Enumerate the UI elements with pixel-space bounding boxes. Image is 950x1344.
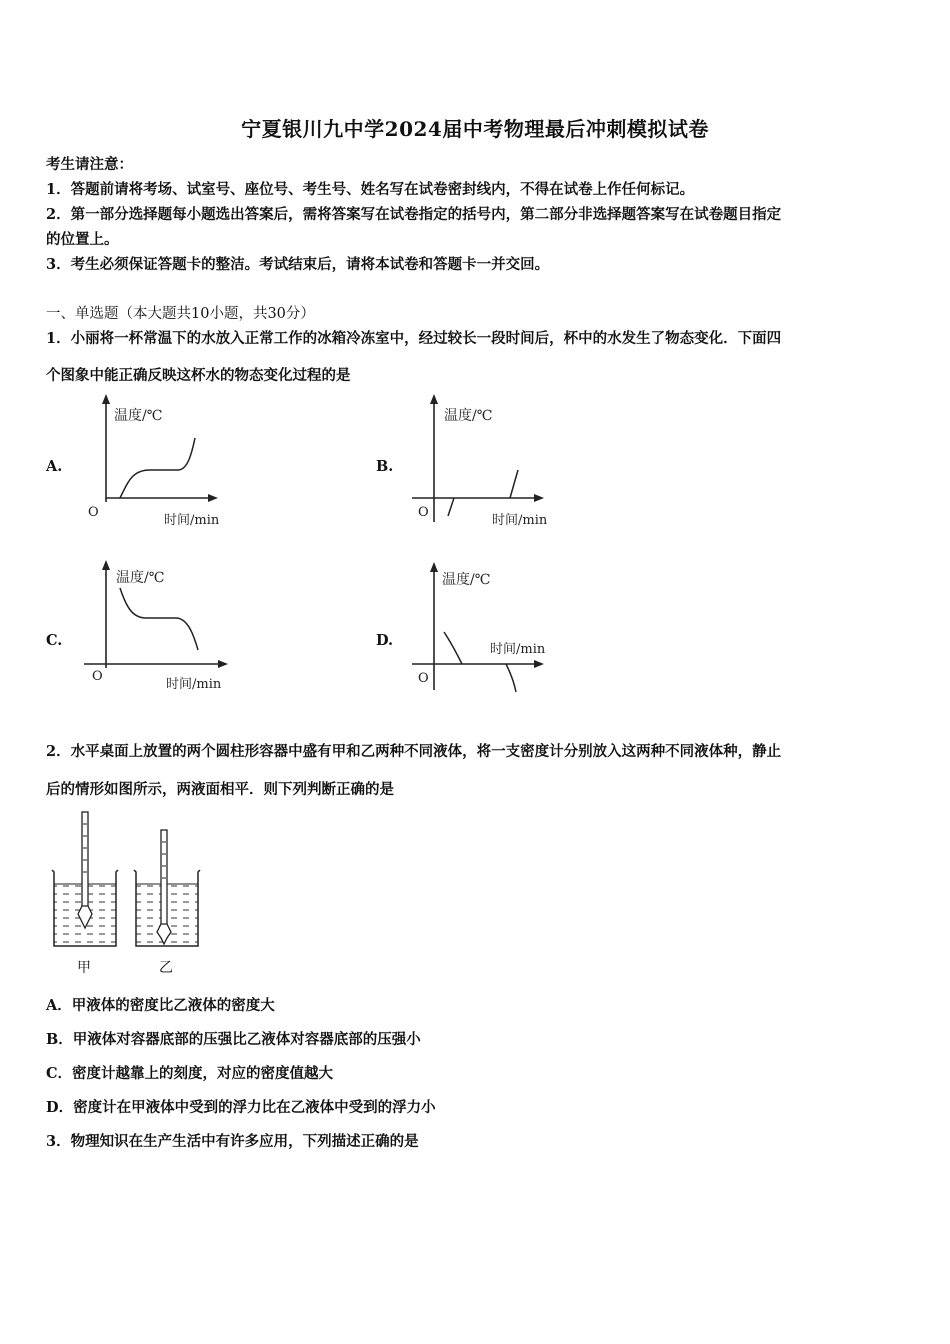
curve-left — [448, 498, 454, 516]
q2-option-a: A．甲液体的密度比乙液体的密度大 — [46, 997, 275, 1014]
y-axis-label: 温度/℃ — [442, 572, 491, 588]
section-heading: 一、单选题（本大题共10小题，共30分） — [46, 306, 315, 322]
x-axis-label: 时间/min — [164, 513, 220, 528]
origin-label: O — [418, 505, 429, 520]
origin-label: O — [88, 505, 99, 520]
x-axis-arrow — [534, 660, 544, 668]
beaker-label-jia: 甲 — [77, 960, 91, 976]
notice-item-2-cont: 的位置上。 — [46, 231, 119, 248]
y-axis-label: 温度/℃ — [444, 408, 493, 424]
q2-option-c: C．密度计越靠上的刻度，对应的密度值越大 — [46, 1065, 334, 1082]
q1-option-d-label: D. — [376, 632, 394, 649]
q1-option-b-label: B. — [376, 458, 394, 475]
y-axis-arrow — [102, 560, 110, 570]
q2-option-b: B．甲液体对容器底部的压强比乙液体对容器底部的压强小 — [46, 1031, 421, 1048]
x-axis-label: 时间/min — [490, 642, 546, 657]
beakers-figure — [50, 810, 210, 960]
q1-text-line2: 个图象中能正确反映这杯水的物态变化过程的是 — [46, 367, 351, 384]
notice-item-3: 3．考生必须保证答题卡的整洁。考试结束后，请将本试卷和答题卡一并交回。 — [46, 256, 550, 273]
beaker-yi — [134, 830, 200, 946]
hydrometer-stem — [161, 830, 167, 930]
curve — [120, 438, 195, 498]
beaker-label-yi: 乙 — [159, 960, 173, 976]
notice-item-1: 1．答题前请将考场、试室号、座位号、考生号、姓名写在试卷密封线内，不得在试卷上作任何标记。 — [46, 181, 695, 198]
q2-text-line1: 2．水平桌面上放置的两个圆柱形容器中盛有甲和乙两种不同液体，将一支密度计分别放入这两种不同液体种，静止 — [46, 743, 782, 760]
y-axis-label: 温度/℃ — [116, 570, 165, 586]
curve-right — [510, 470, 518, 498]
page-title: 宁夏银川九中学2024届中考物理最后冲刺模拟试卷 — [241, 117, 709, 141]
y-axis-arrow — [102, 394, 110, 404]
q3-text-line1: 3．物理知识在生产生活中有许多应用，下列描述正确的是 — [46, 1133, 419, 1150]
origin-label: O — [418, 671, 429, 686]
y-axis-arrow — [430, 562, 438, 572]
q1-graph-d — [408, 560, 568, 700]
hydrometer-stem — [82, 812, 88, 912]
q1-graph-a — [70, 392, 250, 532]
x-axis-arrow — [534, 494, 544, 502]
notice-heading: 考生请注意： — [46, 156, 133, 173]
x-axis-label: 时间/min — [492, 513, 548, 528]
q1-option-a-label: A. — [46, 458, 63, 475]
x-axis-arrow — [218, 660, 228, 668]
q2-text-line2: 后的情形如图所示，两液面相平．则下列判断正确的是 — [46, 781, 394, 798]
q1-graph-c — [70, 558, 250, 698]
x-axis-arrow — [208, 494, 218, 502]
x-axis-label: 时间/min — [166, 677, 222, 692]
beaker-jia — [52, 812, 118, 946]
y-axis-label: 温度/℃ — [114, 408, 163, 424]
q1-text-line1: 1．小丽将一杯常温下的水放入正常工作的冰箱冷冻室中，经过较长一段时间后，杯中的水发生了物态变化．下面四 — [46, 330, 782, 347]
curve-left — [444, 632, 462, 664]
q1-graph-b — [408, 392, 568, 532]
origin-label: O — [92, 669, 103, 684]
q1-option-c-label: C. — [46, 632, 63, 649]
q2-option-d: D．密度计在甲液体中受到的浮力比在乙液体中受到的浮力小 — [46, 1099, 436, 1116]
y-axis-arrow — [430, 394, 438, 404]
curve-right — [506, 664, 516, 692]
curve — [120, 588, 198, 650]
notice-item-2: 2．第一部分选择题每小题选出答案后，需将答案写在试卷指定的括号内，第二部分非选择题答案写在试卷题目指定 — [46, 206, 782, 223]
